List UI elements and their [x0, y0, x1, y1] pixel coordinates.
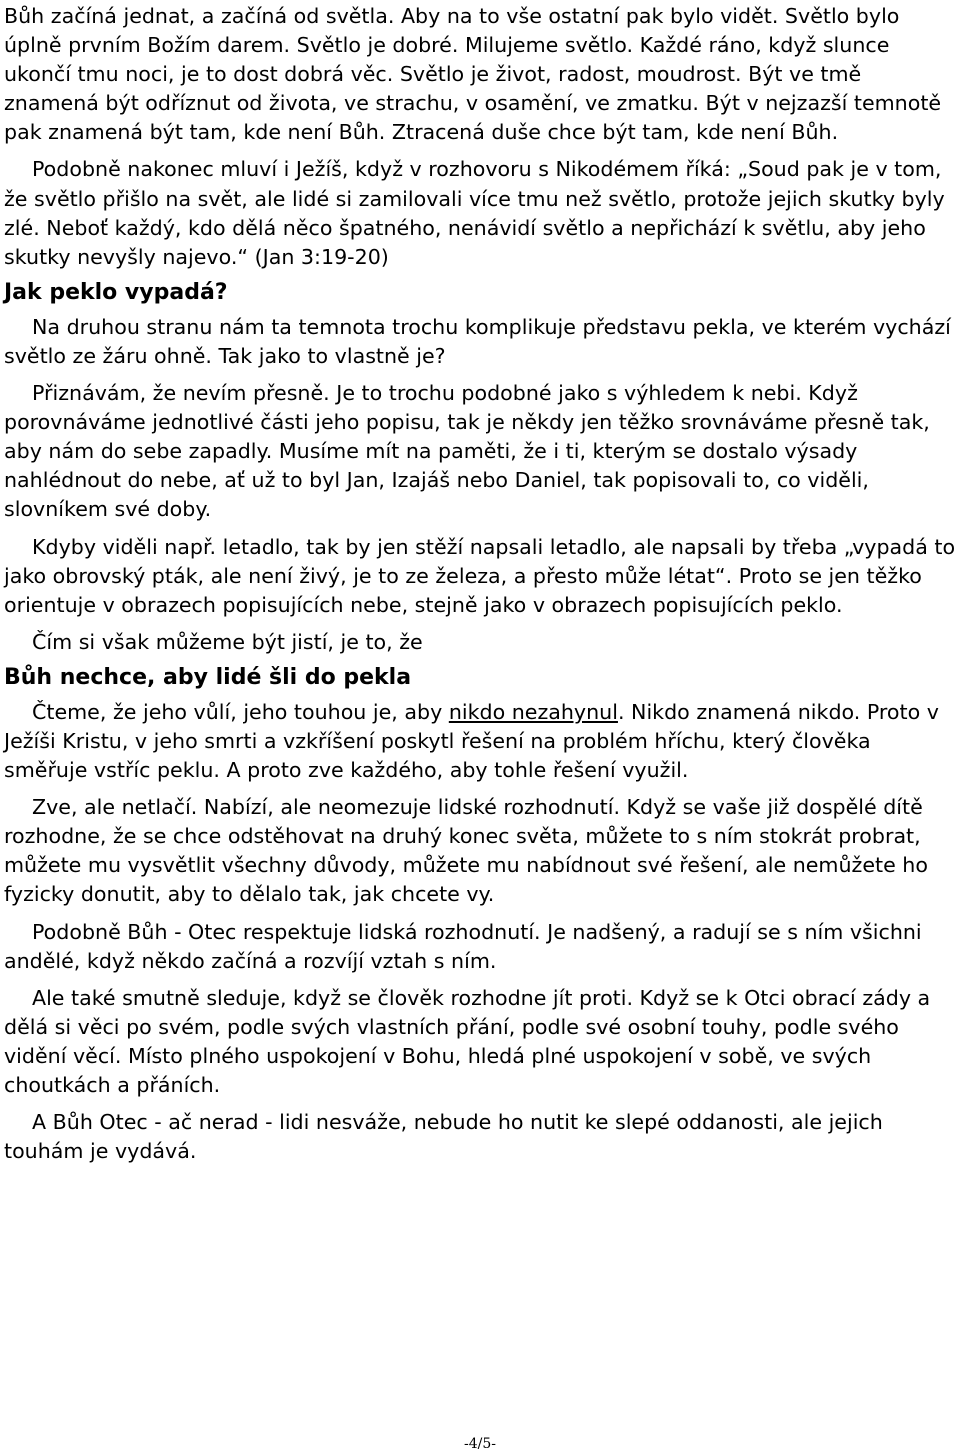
- paragraph-certainty: Čím si však můžeme být jistí, je to, že: [32, 629, 423, 654]
- heading-hell-appearance: Jak peklo vypadá?: [4, 279, 228, 305]
- will-text-before: Čteme, že jeho vůlí, jeho touhou je, aby: [32, 699, 449, 724]
- paragraph-invites: Zve, ale netlačí. Nabízí, ale neomezuje lidské rozhodnutí. Když se vaše již dospělé dítě rozhodne, že se chce odstěhovat na druhý konec světa, můžete to s ním stokrát probrat, můžete mu vysvětlit všechny důvody, můžete mu nabídnout své řešení, ale nemůžete ho fyzicky donutit, aby to dělalo tak, jak chcete vy.: [4, 795, 928, 907]
- nobody-perish-link[interactable]: nikdo nezahynul: [448, 699, 618, 724]
- paragraph-nicodemus: Podobně nakonec mluví i Ježíš, když v rozhovoru s Nikodémem říká: „Soud pak je v tom, že světlo přišlo na svět, ale lidé si zamilovali více tmu než světlo, protože jejich skutky byly zlé. Neboť každý, kdo dělá něco špatného, nenávidí světlo a nepřichází k světlu, aby jeho skutky nevyšly najevo.“ (Jan 3:19-20): [4, 157, 945, 269]
- paragraph-light: Bůh začíná jednat, a začíná od světla. Aby na to vše ostatní pak bylo vidět. Světlo bylo úplně prvním Božím darem. Světlo je dobré. Milujeme světlo. Každé ráno, když slunce ukončí tmu noci, je to dost dobrá věc. Světlo je život, radost, moudrost. Být ve tmě znamená být odříznut od života, ve strachu, v osamění, ve zmatku. Být v nejzazší temnotě pak znamená být tam, kde není Bůh. Ztracená duše chce být tam, kde není Bůh.: [4, 4, 942, 145]
- paragraph-gives-over: A Bůh Otec - ač nerad - lidi nesváže, nebude ho nutit ke slepé oddanosti, ale jejich touhám je vydává.: [4, 1110, 883, 1164]
- paragraph-airplane: Kdyby viděli např. letadlo, tak by jen stěží napsali letadlo, ale napsali by třeba „vypadá to jako obrovský pták, ale není živý, je to ze železa, a přesto může létat“. Proto se jen těžko orientuje v obrazech popisujících nebe, stejně jako v obrazech popisujících peklo.: [4, 534, 956, 617]
- heading-god-does-not-want: Bůh nechce, aby lidé šli do pekla: [4, 664, 412, 690]
- paragraph-father-respects: Podobně Bůh - Otec respektuje lidská rozhodnutí. Je nadšený, a radují se s ním všichni andělé, když někdo začíná a rozvíjí vztah s ním.: [4, 919, 922, 973]
- will-text-after: . Nikdo znamená nikdo. Proto v Ježíši Kristu, v jeho smrti a vzkříšení poskytl řešení na problém hříchu, který člověka směřuje vstříc peklu. A proto zve každého, aby tohle řešení využil.: [4, 699, 939, 783]
- document-page: [4, 2, 956, 1166]
- paragraph-sadly-watches: Ale také smutně sleduje, když se člověk rozhodne jít proti. Když se k Otci obrací zády a dělá si věci po svém, podle svých vlastních přání, podle své osobní touhy, podle svého vidění věcí. Místo plného uspokojení v Bohu, hledá plné uspokojení v sobě, ve svých choutkách a přáních.: [4, 985, 931, 1097]
- paragraph-admission: Přiznávám, že nevím přesně. Je to trochu podobné jako s výhledem k nebi. Když porovnáváme jednotlivé části jeho popisu, tak je někdy jen těžko srovnáváme přesně tak, aby nám do sebe zapadly. Musíme mít na paměti, že i ti, kterým se dostalo výsady nahlédnout do nebe, ať už to byl Jan, Izajáš nebo Daniel, tak popisovali to, co viděli, slovníkem své doby.: [4, 381, 930, 522]
- paragraph-will: [4, 698, 956, 785]
- paragraph-darkness: Na druhou stranu nám ta temnota trochu komplikuje představu pekla, ve kterém vychází světlo ze žáru ohně. Tak jako to vlastně je?: [4, 314, 951, 368]
- page-number: -4/5-: [464, 1436, 496, 1452]
